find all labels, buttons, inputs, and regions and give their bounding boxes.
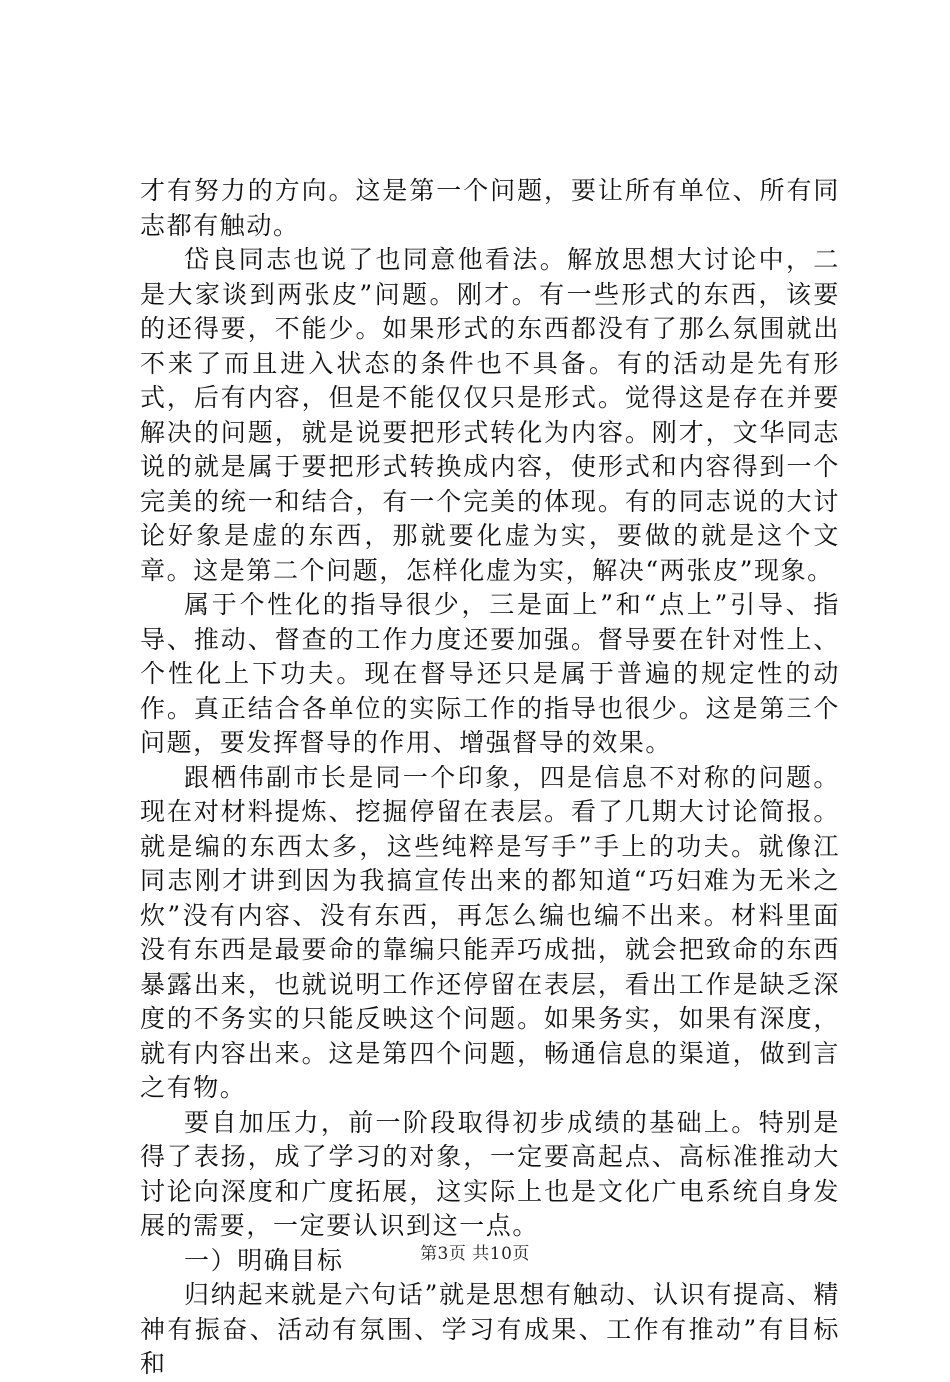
paragraph-5: 要自加压力，前一阶段取得初步成绩的基础上。特别是得了表扬，成了学习的对象，一定要高起点、高标准推动大讨论向深度和广度拓展，这实际上也是文化广电系统自身发展的需要，一定要认识到这一点。 bbox=[140, 1107, 840, 1240]
paragraph-2: 岱良同志也说了也同意他看法。解放思想大讨论中，二是大家谈到两张皮”问题。刚才。有一些形式的东西，该要的还得要，不能少。如果形式的东西都没有了那么氛围就出不来了而且进入状态的条件也不具备。有的活动是先有形式，后有内容，但是不能仅仅只是形式。觉得这是存在并要解决的问题，就是说要把形式转化为内容。刚才，文华同志说的就是属于要把形式转换成内容，使形式和内容得到一个完美的统一和结合，有一个完美的体现。有的同志说的大讨论好象是虚的东西，那就要化虚为实，要做的就是这个文章。这是第二个问题，怎样化虚为实，解决“两张皮”现象。 bbox=[140, 245, 840, 585]
document-body bbox=[140, 174, 840, 1382]
paragraph-4: 跟栖伟副市长是同一个印象，四是信息不对称的问题。现在对材料提炼、挖掘停留在表层。看了几期大讨论简报。就是编的东西太多，这些纯粹是写手”手上的功夫。就像江同志刚才讲到因为我搞宣传出来的都知道“巧妇难为无米之炊”没有内容、没有东西，再怎么编也编不出来。材料里面没有东西是最要命的靠编只能弄巧成拙，就会把致命的东西暴露出来，也就说明工作还停留在表层，看出工作是缺乏深度的不务实的只能反映这个问题。如果务实，如果有深度，就有内容出来。这是第四个问题，畅通信息的渠道，做到言之有物。 bbox=[140, 762, 840, 1102]
paragraph-1: 才有努力的方向。这是第一个问题，要让所有单位、所有同志都有触动。 bbox=[140, 176, 840, 240]
page-number-footer: 第3页 共10页 bbox=[420, 1244, 530, 1264]
paragraph-6: 归纳起来就是六句话”就是思想有触动、认识有提高、精神有振奋、活动有氛围、学习有成果、工作有推动”有目标和 bbox=[140, 1280, 840, 1378]
section-heading: 一）明确目标 bbox=[184, 1245, 344, 1275]
paragraph-3: 属于个性化的指导很少，三是面上”和“点上”引导、指导、推动、督查的工作力度还要加强。督导要在针对性上、个性化上下功夫。现在督导还只是属于普遍的规定性的动作。真正结合各单位的实际工作的指导也很少。这是第三个问题，要发挥督导的作用、增强督导的效果。 bbox=[140, 590, 840, 757]
